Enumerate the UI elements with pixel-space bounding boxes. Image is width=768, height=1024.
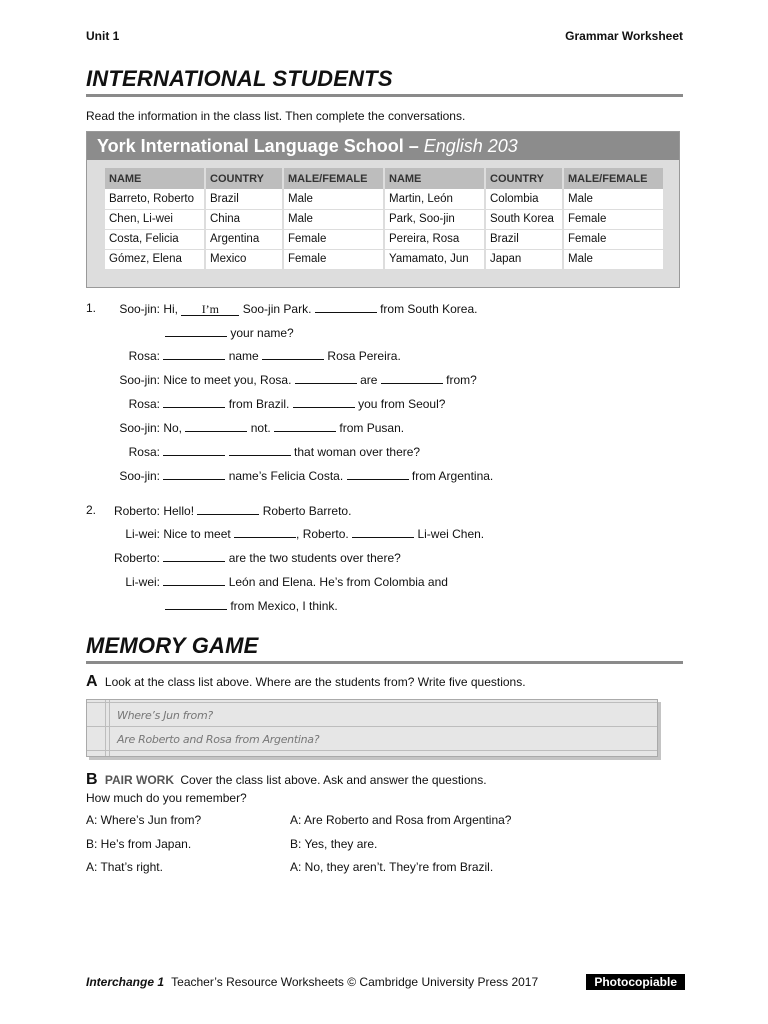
table-cell: China	[205, 209, 283, 229]
conversation-line	[110, 503, 351, 519]
footer-copyright: Teacher’s Resource Worksheets © Cambridge University Press 2017	[171, 975, 539, 989]
section-title-international-students: INTERNATIONAL STUDENTS	[86, 66, 683, 97]
answer-blank[interactable]	[274, 420, 336, 432]
filled-answer: I’m	[201, 302, 220, 316]
exercise-b-instruction	[86, 771, 487, 789]
table-cell: Female	[563, 209, 663, 229]
school-name: York International Language School –	[97, 136, 419, 156]
class-list-table	[105, 168, 663, 270]
answer-blank[interactable]	[163, 468, 225, 480]
table-cell: Barreto, Roberto	[105, 189, 205, 209]
table-cell: Mexico	[205, 249, 283, 269]
conversation-line	[110, 444, 420, 460]
dialog-line: A: Are Roberto and Rosa from Argentina?	[290, 813, 512, 827]
unit-label: Unit 1	[86, 29, 120, 43]
answer-blank[interactable]	[315, 301, 377, 313]
line-text: Hello!	[163, 504, 195, 518]
exercise-a-text: Look at the class list above. Where are the students from? Write five questions.	[104, 675, 526, 689]
conversation-number: 1.	[86, 301, 97, 315]
table-cell: Female	[563, 229, 663, 249]
dialog-line: B: Yes, they are.	[290, 837, 378, 851]
exercise-letter-a: A	[86, 673, 98, 690]
speaker-label: Soo-jin:	[119, 302, 160, 316]
speaker-label: Soo-jin:	[119, 373, 160, 387]
table-cell: Brazil	[205, 189, 283, 209]
answer-blank[interactable]	[163, 444, 225, 456]
table-cell: Chen, Li-wei	[105, 209, 205, 229]
line-text: from Mexico, I think.	[230, 599, 338, 613]
page-footer	[86, 975, 685, 991]
question-writing-area[interactable]	[86, 699, 658, 757]
line-text: from?	[446, 373, 477, 387]
conversation-line	[165, 598, 338, 614]
table-cell: Colombia	[485, 189, 563, 209]
conversation-line	[110, 420, 404, 436]
speaker-label: Soo-jin:	[119, 469, 160, 483]
line-text: Nice to meet	[163, 527, 231, 541]
line-text: that woman over there?	[294, 445, 421, 459]
header-cell: NAME	[105, 168, 205, 189]
worksheet-type: Grammar Worksheet	[565, 29, 683, 43]
line-text: name	[228, 349, 259, 363]
line-text: Hi,	[163, 302, 179, 316]
exercise-letter-b: B	[86, 771, 98, 788]
speaker-label: Soo-jin:	[119, 421, 160, 435]
conversation-line	[110, 301, 477, 317]
answer-blank[interactable]	[295, 372, 357, 384]
table-cell: Female	[283, 229, 384, 249]
dialog-line: A: No, they aren’t. They’re from Brazil.	[290, 860, 494, 874]
table-cell: Brazil	[485, 229, 563, 249]
dialog-line: A: Where’s Jun from?	[86, 813, 202, 827]
table-row	[105, 249, 663, 269]
answer-blank[interactable]	[347, 468, 409, 480]
table-row	[105, 209, 663, 229]
line-text: Li-wei Chen.	[417, 527, 485, 541]
line-text: are	[360, 373, 378, 387]
answer-blank[interactable]	[352, 526, 414, 538]
class-list-banner	[87, 132, 679, 160]
answer-blank[interactable]	[163, 348, 225, 360]
conversation-line	[110, 372, 477, 388]
exercise-b-text-2: How much do you remember?	[86, 791, 247, 805]
answer-blank[interactable]	[185, 420, 247, 432]
line-text: Soo-jin Park.	[242, 302, 312, 316]
table-cell: Park, Soo-jin	[384, 209, 485, 229]
table-cell: Costa, Felicia	[105, 229, 205, 249]
line-text: not.	[250, 421, 271, 435]
table-cell: Male	[283, 209, 384, 229]
table-cell: Gómez, Elena	[105, 249, 205, 269]
table-cell: Martin, León	[384, 189, 485, 209]
line-text: are the two students over there?	[228, 551, 401, 565]
speaker-label: Li-wei:	[125, 527, 160, 541]
answer-blank[interactable]	[165, 598, 227, 610]
answer-blank[interactable]	[234, 526, 296, 538]
answer-blank[interactable]	[165, 325, 227, 337]
class-list-box	[86, 131, 680, 288]
conversation-line	[110, 574, 448, 590]
answer-blank[interactable]	[381, 372, 443, 384]
answer-blank[interactable]	[163, 550, 225, 562]
speaker-label: Roberto:	[113, 551, 160, 565]
instruction-text: Read the information in the class list. Then complete the conversations.	[86, 109, 466, 123]
line-text: Nice to meet you, Rosa.	[163, 373, 292, 387]
table-cell: Male	[283, 189, 384, 209]
speaker-label: Roberto:	[113, 504, 160, 518]
answer-blank[interactable]	[163, 574, 225, 586]
dialog-line: B: He’s from Japan.	[86, 837, 192, 851]
table-cell: Female	[283, 249, 384, 269]
table-cell: Yamamato, Jun	[384, 249, 485, 269]
table-row	[105, 189, 663, 209]
answer-blank[interactable]	[262, 348, 324, 360]
speaker-label: Li-wei:	[125, 575, 160, 589]
conversation-number: 2.	[86, 503, 97, 517]
table-cell: Pereira, Rosa	[384, 229, 485, 249]
table-cell: Argentina	[205, 229, 283, 249]
course-name: English 203	[423, 136, 518, 156]
section-title-memory-game: MEMORY GAME	[86, 633, 683, 664]
example-question: Are Roberto and Rosa from Argentina?	[117, 733, 320, 746]
header-cell: COUNTRY	[205, 168, 283, 189]
pair-work-label: PAIR WORK	[104, 773, 175, 787]
table-cell: Japan	[485, 249, 563, 269]
conversation-line	[165, 325, 294, 341]
header-cell: MALE/FEMALE	[283, 168, 384, 189]
line-text: name’s Felicia Costa.	[228, 469, 344, 483]
header-cell: COUNTRY	[485, 168, 563, 189]
table-header-row	[105, 168, 663, 189]
conversation-line	[110, 396, 445, 412]
table-cell: South Korea	[485, 209, 563, 229]
speaker-label: Rosa:	[128, 349, 160, 363]
ruled-line	[87, 702, 657, 703]
speaker-label: Rosa:	[128, 397, 160, 411]
answer-blank[interactable]	[293, 396, 355, 408]
answer-blank[interactable]	[197, 503, 259, 515]
speaker-label: Rosa:	[128, 445, 160, 459]
ruled-line	[87, 726, 657, 727]
line-text: from Pusan.	[339, 421, 405, 435]
conversation-line	[110, 348, 401, 364]
footer-brand: Interchange 1	[86, 975, 165, 989]
table-cell: Male	[563, 249, 663, 269]
exercise-b-text: Cover the class list above. Ask and answer the questions.	[180, 773, 487, 787]
line-text: from Argentina.	[411, 469, 494, 483]
margin-line	[109, 700, 110, 756]
answer-blank[interactable]	[181, 304, 239, 316]
line-text: , Roberto.	[296, 527, 349, 541]
exercise-a-instruction	[86, 673, 526, 691]
line-text: from Brazil.	[228, 397, 290, 411]
line-text: Rosa Pereira.	[327, 349, 401, 363]
line-text: from South Korea.	[380, 302, 478, 316]
line-text: León and Elena. He’s from Colombia and	[228, 575, 448, 589]
answer-blank[interactable]	[229, 444, 291, 456]
line-text: you from Seoul?	[358, 397, 446, 411]
ruled-line	[87, 750, 657, 751]
conversation-line	[110, 526, 484, 542]
line-text: your name?	[230, 326, 294, 340]
page-header	[86, 29, 683, 45]
margin-line	[105, 700, 106, 756]
conversation-line	[110, 468, 493, 484]
answer-blank[interactable]	[163, 396, 225, 408]
line-text: No,	[163, 421, 183, 435]
header-cell: MALE/FEMALE	[563, 168, 663, 189]
photocopiable-badge: Photocopiable	[586, 974, 685, 990]
header-cell: NAME	[384, 168, 485, 189]
line-text: Roberto Barreto.	[262, 504, 352, 518]
dialog-line: A: That’s right.	[86, 860, 163, 874]
conversation-line	[110, 550, 401, 566]
table-cell: Male	[563, 189, 663, 209]
table-row	[105, 229, 663, 249]
example-question: Where’s Jun from?	[117, 709, 213, 722]
